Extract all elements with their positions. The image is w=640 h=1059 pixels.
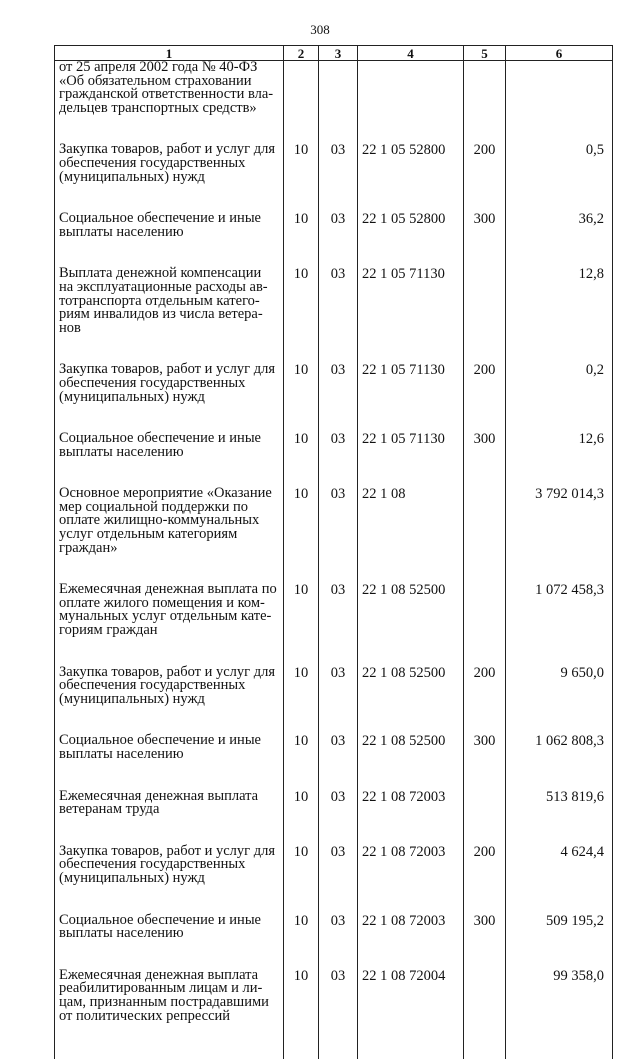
gap-cell: [506, 404, 613, 432]
gap-cell: [506, 762, 613, 790]
cell-section: 10: [284, 487, 319, 555]
cell-subsection: 03: [319, 734, 358, 761]
gap-cell: [358, 555, 464, 583]
description-line: риям инвалидов из числа ветера-: [59, 308, 281, 322]
gap-cell: [506, 115, 613, 143]
description-line: выплаты населению: [59, 748, 281, 762]
cell-subsection: 03: [319, 143, 358, 184]
row-description: [55, 734, 284, 761]
description-line: Ежемесячная денежная выплата: [59, 790, 281, 804]
description-line: выплаты населению: [59, 927, 281, 941]
cell-section: 10: [284, 734, 319, 761]
budget-table-container: [54, 45, 612, 1059]
gap-cell: [358, 638, 464, 666]
row-gap: [55, 638, 613, 666]
gap-cell: [506, 555, 613, 583]
description-line: (муниципальных) нужд: [59, 391, 281, 405]
gap-cell: [55, 404, 284, 432]
description-line: оплате жилого помещения и ком-: [59, 597, 281, 611]
table-row: [55, 845, 613, 886]
cell-amount: 12,6: [506, 432, 613, 459]
gap-cell: [319, 817, 358, 845]
gap-cell: [464, 638, 506, 666]
cell-expense-type: 200: [464, 845, 506, 886]
description-line: Социальное обеспечение и иные: [59, 212, 281, 226]
cell-expense-type: 200: [464, 666, 506, 707]
cell-amount: 0,5: [506, 143, 613, 184]
column-header-5: 5: [464, 46, 506, 61]
description-line: обеспечения государственных: [59, 377, 281, 391]
column-header-6: 6: [506, 46, 613, 61]
cell-subsection: [319, 61, 358, 116]
cell-section: 10: [284, 212, 319, 239]
row-description: [55, 969, 284, 1023]
description-line: обеспечения государственных: [59, 157, 281, 171]
gap-cell: [319, 459, 358, 487]
row-gap: [55, 762, 613, 790]
gap-cell: [319, 638, 358, 666]
description-line: обеспечения государственных: [59, 679, 281, 693]
description-line: Социальное обеспечение и иные: [59, 914, 281, 928]
description-line: выплаты населению: [59, 446, 281, 460]
gap-cell: [358, 817, 464, 845]
description-line: мер социальной поддержки по: [59, 501, 281, 515]
cell-amount: 509 195,2: [506, 914, 613, 941]
cell-section: 10: [284, 583, 319, 637]
row-gap: [55, 335, 613, 363]
gap-cell: [284, 184, 319, 212]
cell-subsection: 03: [319, 666, 358, 707]
cell-target-item: 22 1 08: [358, 487, 464, 555]
gap-cell: [464, 115, 506, 143]
gap-cell: [319, 115, 358, 143]
description-line: от 25 апреля 2002 года № 40-ФЗ: [59, 61, 281, 75]
cell-target-item: 22 1 05 52800: [358, 212, 464, 239]
gap-cell: [506, 817, 613, 845]
cell-section: 10: [284, 914, 319, 941]
cell-section: 10: [284, 666, 319, 707]
row-description: [55, 914, 284, 941]
cell-amount: 0,2: [506, 363, 613, 404]
cell-subsection: 03: [319, 914, 358, 941]
cell-expense-type: [464, 583, 506, 637]
gap-cell: [55, 459, 284, 487]
gap-cell: [506, 638, 613, 666]
table-row: [55, 143, 613, 184]
cell-expense-type: [464, 61, 506, 116]
gap-cell: [284, 762, 319, 790]
cell-expense-type: 300: [464, 734, 506, 761]
gap-cell: [358, 762, 464, 790]
table-row: [55, 790, 613, 817]
cell-amount: [506, 61, 613, 116]
row-gap: [55, 886, 613, 914]
gap-cell: [284, 459, 319, 487]
gap-cell: [55, 706, 284, 734]
cell-target-item: 22 1 08 52500: [358, 666, 464, 707]
gap-cell: [55, 115, 284, 143]
table-body: [55, 61, 613, 1059]
row-gap: [55, 555, 613, 583]
gap-cell: [284, 638, 319, 666]
gap-cell: [464, 1023, 506, 1059]
cell-subsection: 03: [319, 212, 358, 239]
gap-cell: [464, 184, 506, 212]
gap-cell: [55, 1023, 284, 1059]
cell-expense-type: [464, 267, 506, 335]
table-row: [55, 969, 613, 1023]
gap-cell: [319, 335, 358, 363]
cell-subsection: 03: [319, 487, 358, 555]
gap-cell: [319, 555, 358, 583]
gap-cell: [55, 762, 284, 790]
cell-section: 10: [284, 845, 319, 886]
gap-cell: [464, 459, 506, 487]
cell-target-item: [358, 61, 464, 116]
cell-target-item: 22 1 08 72003: [358, 914, 464, 941]
table-row: [55, 363, 613, 404]
cell-target-item: 22 1 08 72003: [358, 790, 464, 817]
cell-amount: 513 819,6: [506, 790, 613, 817]
description-line: гориям граждан: [59, 624, 281, 638]
gap-cell: [55, 638, 284, 666]
description-line: Социальное обеспечение и иные: [59, 734, 281, 748]
cell-amount: 99 358,0: [506, 969, 613, 1023]
row-gap: [55, 1023, 613, 1059]
gap-cell: [464, 886, 506, 914]
cell-amount: 1 062 808,3: [506, 734, 613, 761]
description-line: Ежемесячная денежная выплата по: [59, 583, 281, 597]
row-description: [55, 363, 284, 404]
row-description: [55, 666, 284, 707]
cell-section: [284, 61, 319, 116]
cell-expense-type: 300: [464, 914, 506, 941]
gap-cell: [319, 886, 358, 914]
row-gap: [55, 404, 613, 432]
description-line: Закупка товаров, работ и услуг для: [59, 845, 281, 859]
row-gap: [55, 817, 613, 845]
gap-cell: [319, 404, 358, 432]
gap-cell: [506, 706, 613, 734]
description-line: реабилитированным лицам и ли-: [59, 982, 281, 996]
row-description: [55, 143, 284, 184]
description-line: (муниципальных) нужд: [59, 872, 281, 886]
cell-expense-type: [464, 487, 506, 555]
table-row: [55, 212, 613, 239]
description-line: выплаты населению: [59, 226, 281, 240]
gap-cell: [284, 335, 319, 363]
cell-section: 10: [284, 143, 319, 184]
gap-cell: [55, 335, 284, 363]
gap-cell: [319, 1023, 358, 1059]
table-row: [55, 734, 613, 761]
description-line: гражданской ответственности вла-: [59, 88, 281, 102]
row-gap: [55, 239, 613, 267]
gap-cell: [464, 941, 506, 969]
gap-cell: [55, 817, 284, 845]
gap-cell: [464, 239, 506, 267]
description-line: ветеранам труда: [59, 803, 281, 817]
table-row: [55, 267, 613, 335]
cell-subsection: 03: [319, 845, 358, 886]
gap-cell: [464, 335, 506, 363]
gap-cell: [284, 706, 319, 734]
cell-subsection: 03: [319, 267, 358, 335]
description-line: граждан»: [59, 542, 281, 556]
gap-cell: [284, 555, 319, 583]
cell-target-item: 22 1 08 72004: [358, 969, 464, 1023]
gap-cell: [464, 555, 506, 583]
description-line: от политических репрессий: [59, 1010, 281, 1024]
description-line: «Об обязательном страховании: [59, 75, 281, 89]
description-line: цам, признанным пострадавшими: [59, 996, 281, 1010]
gap-cell: [284, 1023, 319, 1059]
description-line: дельцев транспортных средств»: [59, 102, 281, 116]
cell-expense-type: 300: [464, 432, 506, 459]
cell-section: 10: [284, 969, 319, 1023]
description-line: обеспечения государственных: [59, 858, 281, 872]
cell-target-item: 22 1 08 72003: [358, 845, 464, 886]
gap-cell: [506, 1023, 613, 1059]
description-line: услуг отдельным категориям: [59, 528, 281, 542]
row-description: [55, 845, 284, 886]
gap-cell: [358, 1023, 464, 1059]
gap-cell: [358, 706, 464, 734]
gap-cell: [284, 404, 319, 432]
description-line: Закупка товаров, работ и услуг для: [59, 363, 281, 377]
gap-cell: [319, 706, 358, 734]
cell-target-item: 22 1 05 52800: [358, 143, 464, 184]
gap-cell: [358, 335, 464, 363]
gap-cell: [464, 762, 506, 790]
cell-expense-type: 200: [464, 143, 506, 184]
gap-cell: [358, 239, 464, 267]
description-line: Выплата денежной компенсации: [59, 267, 281, 281]
cell-section: 10: [284, 432, 319, 459]
table-row: [55, 61, 613, 116]
row-gap: [55, 706, 613, 734]
gap-cell: [55, 239, 284, 267]
description-line: (муниципальных) нужд: [59, 171, 281, 185]
description-line: на эксплуатационные расходы ав-: [59, 281, 281, 295]
gap-cell: [319, 762, 358, 790]
cell-amount: 12,8: [506, 267, 613, 335]
description-line: Социальное обеспечение и иные: [59, 432, 281, 446]
column-header-4: 4: [358, 46, 464, 61]
gap-cell: [319, 941, 358, 969]
table-row: [55, 914, 613, 941]
row-gap: [55, 115, 613, 143]
cell-target-item: 22 1 05 71130: [358, 267, 464, 335]
description-line: Ежемесячная денежная выплата: [59, 969, 281, 983]
table-row: [55, 666, 613, 707]
cell-subsection: 03: [319, 969, 358, 1023]
cell-subsection: 03: [319, 790, 358, 817]
cell-amount: 9 650,0: [506, 666, 613, 707]
description-line: (муниципальных) нужд: [59, 693, 281, 707]
gap-cell: [506, 184, 613, 212]
gap-cell: [358, 941, 464, 969]
cell-expense-type: 300: [464, 212, 506, 239]
cell-amount: 1 072 458,3: [506, 583, 613, 637]
description-line: Основное мероприятие «Оказание: [59, 487, 281, 501]
row-description: [55, 61, 284, 116]
cell-subsection: 03: [319, 432, 358, 459]
cell-target-item: 22 1 08 52500: [358, 583, 464, 637]
gap-cell: [55, 555, 284, 583]
page-number: 308: [0, 22, 640, 38]
gap-cell: [284, 886, 319, 914]
description-line: оплате жилищно-коммунальных: [59, 514, 281, 528]
cell-target-item: 22 1 05 71130: [358, 432, 464, 459]
description-line: нов: [59, 322, 281, 336]
table-row: [55, 583, 613, 637]
cell-subsection: 03: [319, 583, 358, 637]
gap-cell: [55, 184, 284, 212]
cell-expense-type: [464, 969, 506, 1023]
gap-cell: [506, 459, 613, 487]
row-description: [55, 212, 284, 239]
gap-cell: [358, 115, 464, 143]
row-description: [55, 583, 284, 637]
gap-cell: [464, 404, 506, 432]
gap-cell: [506, 335, 613, 363]
description-line: Закупка товаров, работ и услуг для: [59, 666, 281, 680]
gap-cell: [319, 239, 358, 267]
column-header-3: 3: [319, 46, 358, 61]
gap-cell: [464, 706, 506, 734]
description-line: Закупка товаров, работ и услуг для: [59, 143, 281, 157]
cell-section: 10: [284, 790, 319, 817]
gap-cell: [55, 886, 284, 914]
cell-target-item: 22 1 05 71130: [358, 363, 464, 404]
cell-amount: 4 624,4: [506, 845, 613, 886]
cell-target-item: 22 1 08 52500: [358, 734, 464, 761]
gap-cell: [464, 817, 506, 845]
row-gap: [55, 184, 613, 212]
gap-cell: [358, 459, 464, 487]
row-description: [55, 790, 284, 817]
cell-expense-type: 200: [464, 363, 506, 404]
gap-cell: [55, 941, 284, 969]
cell-section: 10: [284, 363, 319, 404]
gap-cell: [319, 184, 358, 212]
gap-cell: [506, 886, 613, 914]
table-row: [55, 487, 613, 555]
row-gap: [55, 941, 613, 969]
gap-cell: [506, 239, 613, 267]
column-header-2: 2: [284, 46, 319, 61]
row-description: [55, 487, 284, 555]
gap-cell: [358, 184, 464, 212]
description-line: тотранспорта отдельным катего-: [59, 295, 281, 309]
gap-cell: [358, 404, 464, 432]
cell-section: 10: [284, 267, 319, 335]
gap-cell: [284, 115, 319, 143]
gap-cell: [506, 941, 613, 969]
gap-cell: [284, 941, 319, 969]
row-description: [55, 432, 284, 459]
row-gap: [55, 459, 613, 487]
budget-table: [54, 45, 613, 1059]
cell-amount: 36,2: [506, 212, 613, 239]
cell-expense-type: [464, 790, 506, 817]
gap-cell: [284, 239, 319, 267]
table-row: [55, 432, 613, 459]
gap-cell: [284, 817, 319, 845]
description-line: мунальных услуг отдельным кате-: [59, 610, 281, 624]
column-header-1: 1: [55, 46, 284, 61]
cell-subsection: 03: [319, 363, 358, 404]
cell-amount: 3 792 014,3: [506, 487, 613, 555]
row-description: [55, 267, 284, 335]
gap-cell: [358, 886, 464, 914]
